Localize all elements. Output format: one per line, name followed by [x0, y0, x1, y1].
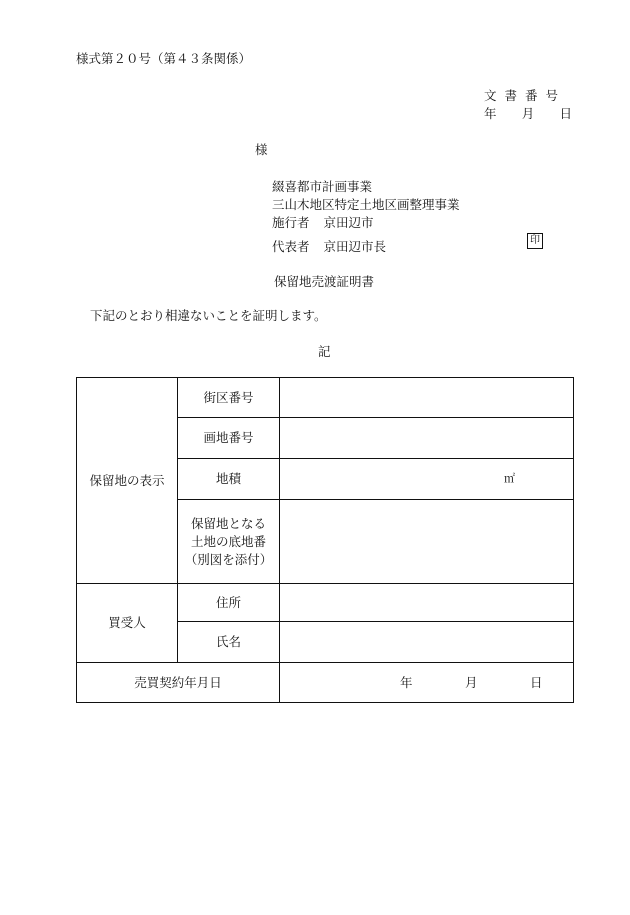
area-unit: ㎡: [504, 472, 515, 485]
representative-label: 代表者: [272, 239, 310, 254]
executor-label: 施行者: [272, 215, 310, 230]
executor-row: [272, 214, 460, 232]
issuer-block: [272, 178, 460, 256]
reserve-land-table: [76, 377, 574, 703]
area-label: 地積: [178, 459, 280, 500]
base-lot-label-line2: 土地の底地番: [190, 533, 266, 549]
form-number: 様式第２０号（第４３条関係）: [76, 51, 252, 66]
block-number-label: 街区番号: [178, 378, 280, 418]
base-lot-label: [178, 500, 280, 584]
executor-name: 京田辺市: [323, 215, 374, 230]
addressee-suffix: 様: [255, 142, 268, 157]
representative-name: 京田辺市長: [323, 239, 387, 254]
project-line2: 三山木地区特定土地区画整理事業: [272, 197, 460, 212]
contract-date-year: 年: [400, 674, 413, 690]
section-reserve-land-label: 保留地の表示: [77, 378, 178, 584]
address-value[interactable]: [280, 584, 574, 622]
base-lot-value[interactable]: [280, 500, 574, 584]
contract-date-label: 売買契約年月日: [77, 663, 280, 703]
issue-date-month: 月: [521, 106, 535, 121]
address-label: 住所: [178, 584, 280, 622]
name-value[interactable]: [280, 622, 574, 663]
certification-text: 下記のとおり相違ないことを証明します。: [90, 308, 327, 323]
lot-number-label: 画地番号: [178, 418, 280, 459]
contract-date-month: 月: [465, 674, 478, 690]
table-row: [77, 378, 574, 418]
section-buyer-label: 買受人: [77, 584, 178, 663]
contract-date-day: 日: [530, 674, 543, 690]
seal-mark: 印: [527, 233, 543, 249]
representative-row: [272, 238, 460, 256]
lot-number-value[interactable]: [280, 418, 574, 459]
issue-date-year: 年: [484, 106, 497, 121]
project-line1: 綴喜都市計画事業: [272, 179, 373, 194]
contract-date-value[interactable]: [280, 663, 574, 703]
issue-date: [484, 108, 572, 121]
table-row: [77, 584, 574, 622]
table-row: [77, 663, 574, 703]
base-lot-label-line1: 保留地となる: [190, 515, 266, 531]
block-number-value[interactable]: [280, 378, 574, 418]
area-value[interactable]: [280, 459, 574, 500]
ki-heading: 記: [318, 344, 331, 359]
issue-date-day: 日: [559, 106, 572, 121]
document-number-label: 文書番号: [484, 88, 567, 103]
base-lot-label-line3: （別図を添付）: [184, 551, 273, 567]
document-title: 保留地売渡証明書: [274, 274, 375, 289]
name-label: 氏名: [178, 622, 280, 663]
